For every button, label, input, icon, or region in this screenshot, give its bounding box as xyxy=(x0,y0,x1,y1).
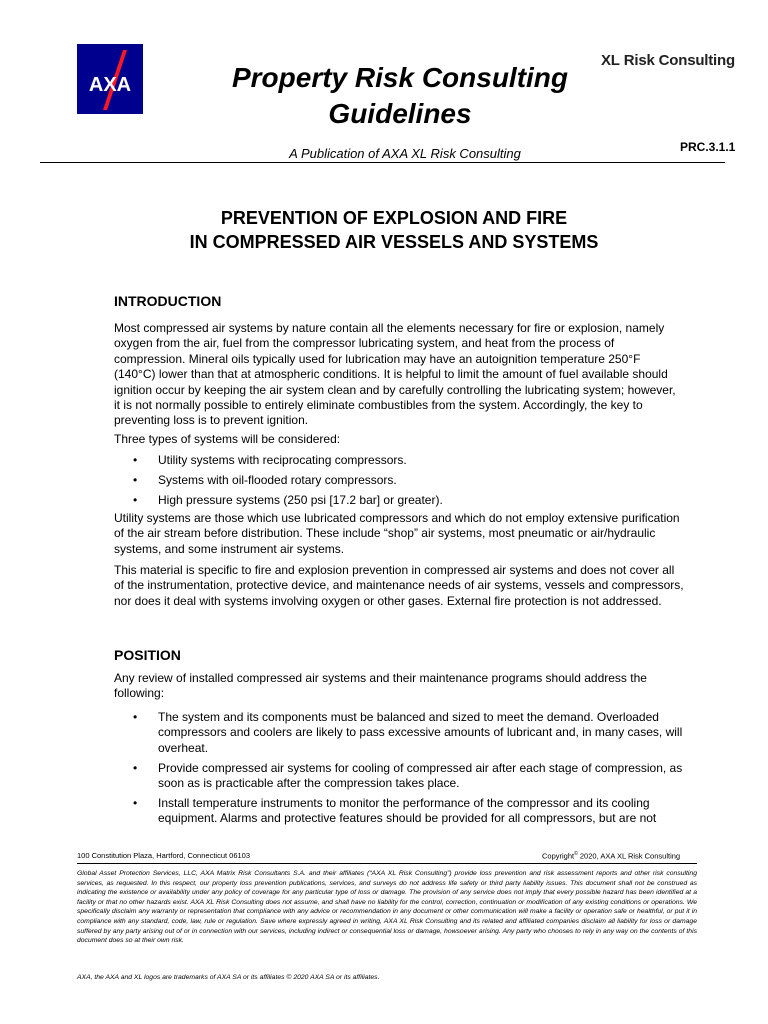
heading-line-2: IN COMPRESSED AIR VESSELS AND SYSTEMS xyxy=(189,232,599,252)
intro-paragraph-1: Most compressed air systems by nature contain all the elements necessary for fire or explosion, namely oxygen from the air, fuel from the compressor lubricating system, and heat from the process of compression. Mineral oils typically used for lubrication may have an autoignition temperature 250°F (140°C) lower than that at atmospheric conditions. It is helpful to limit the amount of fuel available should ignition occur by keeping the air system clean and by carefully controlling the lubricating system; however, it is not normally possible to entirely eliminate combustibles from the system. Accordingly, the key to preventing loss is to prevent ignition. xyxy=(114,321,676,428)
title-line-1: Property Risk Consulting xyxy=(231,62,569,93)
publication-subtitle: A Publication of AXA XL Risk Consulting xyxy=(289,146,521,161)
copyright-symbol: © xyxy=(574,851,578,857)
intro-paragraph-2: Three types of systems will be considered: xyxy=(114,432,341,446)
list-item: • Install temperature instruments to monitor the performance of the compressor and its cooling equipment. Alarms and protective features should be provided for all compressors, but are not xyxy=(114,796,684,827)
system-types-list xyxy=(114,453,684,512)
axa-logo xyxy=(77,44,143,114)
header-rule-right xyxy=(210,162,725,163)
brand-name: Risk Consulting xyxy=(623,52,735,69)
title-line-2: Guidelines xyxy=(328,98,472,129)
footer-copyright xyxy=(542,851,680,861)
footer-address: 100 Constitution Plaza, Hartford, Connecticut 06103 xyxy=(77,851,251,860)
xl-mark: XL xyxy=(601,52,620,69)
copyright-rest: 2020, AXA XL Risk Consulting xyxy=(577,851,681,861)
introduction-heading: INTRODUCTION xyxy=(114,293,222,309)
header-rule-left xyxy=(40,162,210,163)
position-heading: POSITION xyxy=(114,647,181,663)
list-item: • High pressure systems (250 psi [17.2 bar] or greater). xyxy=(114,493,684,508)
document-code: PRC.3.1.1 xyxy=(680,140,736,154)
footer-trademark: AXA, the AXA and XL logos are trademarks of AXA SA or its affiliates © 2020 AXA SA or its affiliates. xyxy=(77,974,380,981)
footer-disclaimer: Global Asset Protection Services, LLC, AXA Matrix Risk Consultants S.A. and their affiliates (“AXA XL Risk Consulting”) provide loss prevention and risk assessment reports and other risk consulting services, as requested. In this respect, our property loss prevention publications, services, and surveys do not address life safety or third party liability issues. This document shall not be construed as indicating the existence or availability under any policy of coverage for any particular type of loss or damage. The provision of any service does not imply that every possible hazard has been identified at a facility or that no other hazards exist. AXA XL Risk Consulting does not assume, and shall have no liability for the control, correction, continuation or modification of any existing conditions or operations. We specifically disclaim any warranty or representation that compliance with any advice or recommendation in any document or other communication will make a facility or operation safe or healthful, or put it in compliance with any standard, code, law, rule or regulation. Save where expressly agreed in writing, AXA XL Risk Consulting and its related and affiliated companies disclaim all liability for loss or damage suffered by any party arising out of or in connection with our services, including indirect or consequential loss or damage, howsoever arising. Any party who chooses to rely in any way on the contents of this document does so at their own risk. xyxy=(77,870,697,945)
xl-risk-consulting-logo xyxy=(601,52,735,69)
intro-paragraph-3: Utility systems are those which use lubricated compressors and which do not employ extensive purification of the air stream before distribution. These include “shop” air systems, most pneumatic or air/hydraulic systems, and some instrument air systems. xyxy=(114,511,680,556)
position-paragraph-1: Any review of installed compressed air systems and their maintenance programs should address the following: xyxy=(114,671,647,701)
axa-logo-text: AXA xyxy=(88,74,132,96)
document-heading xyxy=(100,206,688,254)
copyright-prefix: Copyright xyxy=(542,851,575,861)
intro-paragraph-4: This material is specific to fire and explosion prevention in compressed air systems and does not cover all of the instrumentation, protective device, and maintenance needs of air systems, vessels and compressors, nor does it deal with systems involving oxygen or other gases. External fire protection is not addressed. xyxy=(114,563,684,608)
heading-line-1: PREVENTION OF EXPLOSION AND FIRE xyxy=(220,208,568,228)
page-title xyxy=(160,60,640,132)
list-item: • Systems with oil-flooded rotary compressors. xyxy=(114,473,684,488)
list-item: • Provide compressed air systems for cooling of compressed air after each stage of compression, as soon as is practicable after the compression takes place. xyxy=(114,761,684,792)
list-item: • The system and its components must be balanced and sized to meet the demand. Overloaded compressors and coolers are likely to pass excessive amounts of lubricant and, in many cases, will overheat. xyxy=(114,710,684,756)
list-item: • Utility systems with reciprocating compressors. xyxy=(114,453,684,468)
footer-rule xyxy=(77,863,697,864)
position-list xyxy=(114,710,684,831)
